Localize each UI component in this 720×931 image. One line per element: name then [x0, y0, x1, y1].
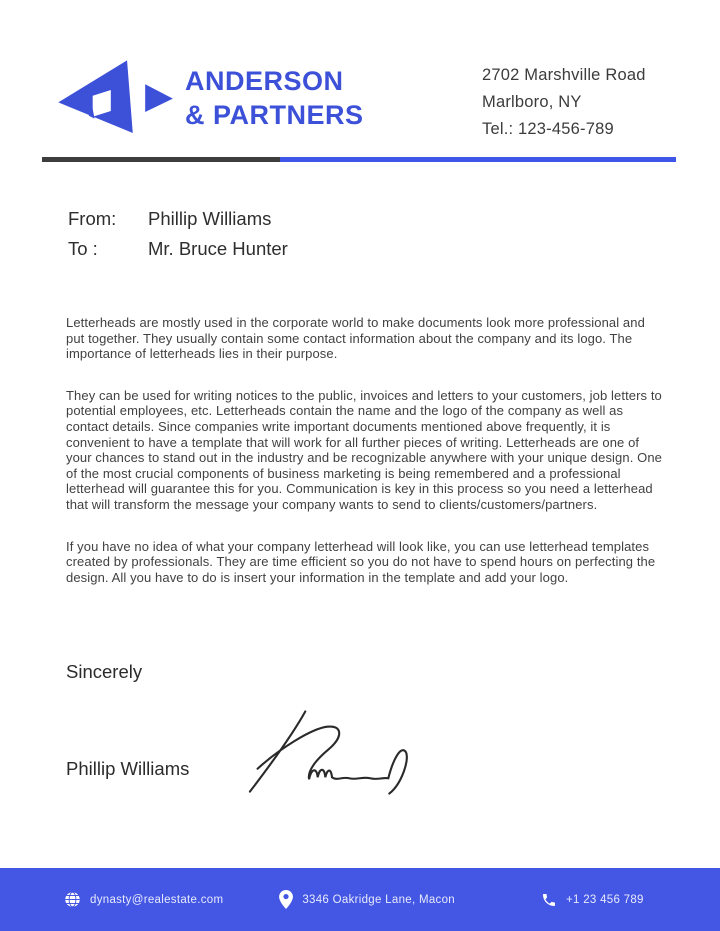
company-name-line1: ANDERSON: [185, 66, 344, 96]
footer-bar: [0, 868, 720, 931]
body-paragraph-1: Letterheads are mostly used in the corporate world to make documents look more professional and put together. They usually contain some contact information about the company and its logo. The importance of letterheads lies in their purpose.: [66, 315, 645, 362]
header-divider: [42, 157, 676, 162]
company-name-line2: & PARTNERS: [185, 100, 364, 130]
footer-email-item: [64, 891, 223, 908]
recipients-block: [68, 204, 288, 264]
body-paragraph-2: They can be used for writing notices to the public, invoices and letters to your customers, job letters to potential employees, etc. Letterheads contain the name and the logo of the company as well as contact details. Since companies write important documents mentioned above frequently, it is convenient to have a template that will work for all further pieces of writing. Letterheads are one of your chances to stand out in the industry and be recognizable anywhere with your unique design. One of the most crucial components of business marketing is being remembered and a professional letterhead will guarantee this for you. Communication is key in this process so you need a letterhead that will transform the message your company wants to send to clients/customers/partners.: [66, 387, 662, 512]
body-paragraph-3: If you have no idea of what your company letterhead will look like, you can use letterhead templates created by professionals. They are time efficient so you do not have to spend hours on perfecting the design. All you have to do is insert your information in the template and add your logo.: [66, 538, 656, 585]
header-divider-dark-segment: [42, 157, 280, 162]
from-value: Phillip Williams: [148, 208, 272, 229]
signer-name: Phillip Williams: [66, 758, 190, 779]
footer-address-text: 3346 Oakridge Lane, Macon: [302, 893, 455, 906]
header-phone: Tel.: 123-456-789: [482, 120, 614, 138]
from-label: From:: [68, 208, 117, 229]
header-divider-blue-segment: [280, 157, 676, 162]
to-value: Mr. Bruce Hunter: [148, 238, 288, 259]
company-name: [185, 64, 364, 132]
company-logo-arrow-icon: [55, 48, 180, 158]
letter-body: [66, 315, 664, 585]
to-label: To :: [68, 238, 98, 259]
footer-email-text: dynasty@realestate.com: [90, 893, 224, 906]
header-city: Marlboro, NY: [482, 93, 582, 111]
salutation: Sincerely: [66, 661, 143, 682]
from-row: [68, 204, 288, 234]
to-row: [68, 234, 288, 264]
footer-phone-item: [541, 892, 644, 908]
location-pin-icon: [279, 890, 293, 909]
phone-icon: [541, 892, 557, 908]
header-address-block: [482, 62, 646, 143]
footer-phone-text: +1 23 456 789: [565, 893, 644, 906]
handwritten-signature-icon: [232, 700, 432, 810]
globe-icon: [64, 891, 81, 908]
header-street: 2702 Marshville Road: [482, 66, 646, 84]
footer-address-item: [279, 890, 455, 909]
